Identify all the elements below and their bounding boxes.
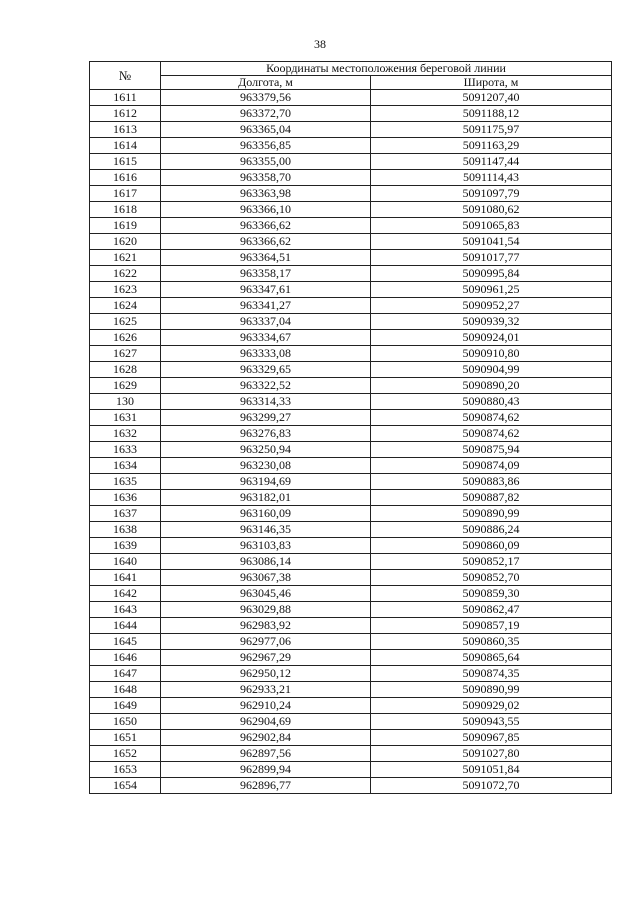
longitude-cell: 963333,08 [161, 346, 371, 362]
point-number-cell: 1640 [90, 554, 161, 570]
longitude-cell: 963086,14 [161, 554, 371, 570]
latitude-cell: 5090995,84 [371, 266, 612, 282]
table-row [90, 346, 612, 362]
point-number-cell: 1642 [90, 586, 161, 602]
table-row [90, 714, 612, 730]
longitude-cell: 963358,17 [161, 266, 371, 282]
latitude-cell: 5090890,99 [371, 506, 612, 522]
table-body [90, 90, 612, 794]
latitude-cell: 5090860,35 [371, 634, 612, 650]
longitude-cell: 963347,61 [161, 282, 371, 298]
table-row [90, 458, 612, 474]
table-row [90, 746, 612, 762]
point-number-cell: 1643 [90, 602, 161, 618]
latitude-cell: 5090874,35 [371, 666, 612, 682]
latitude-cell: 5090862,47 [371, 602, 612, 618]
point-number-cell: 1651 [90, 730, 161, 746]
longitude-cell: 963160,09 [161, 506, 371, 522]
point-number-cell: 1647 [90, 666, 161, 682]
longitude-cell: 963299,27 [161, 410, 371, 426]
table-row [90, 250, 612, 266]
table-row [90, 106, 612, 122]
table-row [90, 186, 612, 202]
point-number-cell: 1635 [90, 474, 161, 490]
point-number-cell: 1652 [90, 746, 161, 762]
latitude-cell: 5090929,02 [371, 698, 612, 714]
latitude-cell: 5090875,94 [371, 442, 612, 458]
longitude-cell: 963337,04 [161, 314, 371, 330]
point-number-cell: 1624 [90, 298, 161, 314]
point-number-cell: 1618 [90, 202, 161, 218]
latitude-cell: 5090952,27 [371, 298, 612, 314]
longitude-cell: 963379,56 [161, 90, 371, 106]
coordinates-group-header: Координаты местоположения береговой линии [161, 62, 612, 76]
table-row [90, 650, 612, 666]
point-number-cell: 1614 [90, 138, 161, 154]
point-number-cell: 1623 [90, 282, 161, 298]
latitude-cell: 5090890,99 [371, 682, 612, 698]
point-number-cell: 1613 [90, 122, 161, 138]
point-number-cell: 1626 [90, 330, 161, 346]
point-number-cell: 1641 [90, 570, 161, 586]
longitude-cell: 962910,24 [161, 698, 371, 714]
table-row [90, 218, 612, 234]
point-number-cell: 1634 [90, 458, 161, 474]
point-number-cell: 1615 [90, 154, 161, 170]
longitude-cell: 963230,08 [161, 458, 371, 474]
latitude-cell: 5090943,55 [371, 714, 612, 730]
latitude-column-header: Широта, м [371, 76, 612, 90]
latitude-cell: 5091017,77 [371, 250, 612, 266]
latitude-cell: 5090886,24 [371, 522, 612, 538]
table-row [90, 314, 612, 330]
table-row [90, 698, 612, 714]
longitude-cell: 963364,51 [161, 250, 371, 266]
table-row [90, 618, 612, 634]
table-row [90, 506, 612, 522]
point-number-cell: 1646 [90, 650, 161, 666]
table-header [90, 62, 612, 90]
page-number: 38 [314, 37, 326, 51]
latitude-cell: 5091051,84 [371, 762, 612, 778]
table-row [90, 266, 612, 282]
table-row [90, 778, 612, 794]
point-number-cell: 1648 [90, 682, 161, 698]
longitude-cell: 963363,98 [161, 186, 371, 202]
longitude-cell: 962899,94 [161, 762, 371, 778]
point-number-cell: 1612 [90, 106, 161, 122]
latitude-cell: 5090865,64 [371, 650, 612, 666]
table-row [90, 730, 612, 746]
point-number-cell: 1627 [90, 346, 161, 362]
table-row [90, 602, 612, 618]
point-number-cell: 1611 [90, 90, 161, 106]
longitude-cell: 963329,65 [161, 362, 371, 378]
table-row [90, 378, 612, 394]
latitude-cell: 5090852,17 [371, 554, 612, 570]
latitude-cell: 5091072,70 [371, 778, 612, 794]
table-row [90, 122, 612, 138]
longitude-cell: 963356,85 [161, 138, 371, 154]
latitude-cell: 5090874,62 [371, 426, 612, 442]
point-number-cell: 1649 [90, 698, 161, 714]
table-row [90, 282, 612, 298]
point-number-cell: 1628 [90, 362, 161, 378]
longitude-cell: 962902,84 [161, 730, 371, 746]
longitude-cell: 962897,56 [161, 746, 371, 762]
table-row [90, 554, 612, 570]
point-number-cell: 1637 [90, 506, 161, 522]
latitude-cell: 5090904,99 [371, 362, 612, 378]
latitude-cell: 5090887,82 [371, 490, 612, 506]
latitude-cell: 5090859,30 [371, 586, 612, 602]
table-row [90, 586, 612, 602]
latitude-cell: 5091188,12 [371, 106, 612, 122]
table-row [90, 234, 612, 250]
point-number-cell: 1619 [90, 218, 161, 234]
longitude-cell: 963146,35 [161, 522, 371, 538]
latitude-cell: 5091027,80 [371, 746, 612, 762]
longitude-cell: 963372,70 [161, 106, 371, 122]
longitude-cell: 962950,12 [161, 666, 371, 682]
point-number-cell: 1654 [90, 778, 161, 794]
latitude-cell: 5090883,86 [371, 474, 612, 490]
table-row [90, 426, 612, 442]
latitude-cell: 5091175,97 [371, 122, 612, 138]
longitude-cell: 963194,69 [161, 474, 371, 490]
longitude-cell: 963029,88 [161, 602, 371, 618]
latitude-cell: 5090874,09 [371, 458, 612, 474]
point-number-cell: 1629 [90, 378, 161, 394]
table-row [90, 570, 612, 586]
table-row [90, 330, 612, 346]
latitude-cell: 5091097,79 [371, 186, 612, 202]
longitude-cell: 962983,92 [161, 618, 371, 634]
point-number-cell: 1622 [90, 266, 161, 282]
table-row [90, 362, 612, 378]
point-number-cell: 1650 [90, 714, 161, 730]
table-row [90, 410, 612, 426]
longitude-cell: 963276,83 [161, 426, 371, 442]
point-number-cell: 1636 [90, 490, 161, 506]
longitude-cell: 963334,67 [161, 330, 371, 346]
point-number-cell: 130 [90, 394, 161, 410]
table-row [90, 90, 612, 106]
latitude-cell: 5090860,09 [371, 538, 612, 554]
longitude-cell: 963314,33 [161, 394, 371, 410]
point-number-cell: 1653 [90, 762, 161, 778]
longitude-cell: 963322,52 [161, 378, 371, 394]
longitude-cell: 962904,69 [161, 714, 371, 730]
latitude-cell: 5090924,01 [371, 330, 612, 346]
point-number-cell: 1632 [90, 426, 161, 442]
longitude-cell: 963355,00 [161, 154, 371, 170]
table-row [90, 762, 612, 778]
point-number-cell: 1621 [90, 250, 161, 266]
longitude-cell: 963250,94 [161, 442, 371, 458]
latitude-cell: 5090961,25 [371, 282, 612, 298]
table-row [90, 298, 612, 314]
table-row [90, 666, 612, 682]
table-row [90, 202, 612, 218]
latitude-cell: 5091080,62 [371, 202, 612, 218]
longitude-cell: 963365,04 [161, 122, 371, 138]
longitude-cell: 962967,29 [161, 650, 371, 666]
longitude-cell: 962896,77 [161, 778, 371, 794]
longitude-cell: 963182,01 [161, 490, 371, 506]
latitude-cell: 5091207,40 [371, 90, 612, 106]
longitude-cell: 963366,62 [161, 218, 371, 234]
point-number-cell: 1644 [90, 618, 161, 634]
point-number-cell: 1625 [90, 314, 161, 330]
point-number-cell: 1639 [90, 538, 161, 554]
longitude-cell: 963358,70 [161, 170, 371, 186]
point-number-cell: 1620 [90, 234, 161, 250]
latitude-cell: 5090939,32 [371, 314, 612, 330]
latitude-cell: 5090890,20 [371, 378, 612, 394]
latitude-cell: 5090857,19 [371, 618, 612, 634]
table-row [90, 682, 612, 698]
table-row [90, 170, 612, 186]
table-row [90, 474, 612, 490]
longitude-cell: 962977,06 [161, 634, 371, 650]
table-row [90, 490, 612, 506]
latitude-cell: 5090852,70 [371, 570, 612, 586]
latitude-cell: 5091163,29 [371, 138, 612, 154]
latitude-cell: 5091065,83 [371, 218, 612, 234]
longitude-cell: 963341,27 [161, 298, 371, 314]
latitude-cell: 5090874,62 [371, 410, 612, 426]
table-row [90, 538, 612, 554]
longitude-cell: 962933,21 [161, 682, 371, 698]
point-number-cell: 1633 [90, 442, 161, 458]
longitude-column-header: Долгота, м [161, 76, 371, 90]
point-number-cell: 1631 [90, 410, 161, 426]
table-row [90, 442, 612, 458]
latitude-cell: 5091041,54 [371, 234, 612, 250]
latitude-cell: 5091147,44 [371, 154, 612, 170]
longitude-cell: 963045,46 [161, 586, 371, 602]
point-number-cell: 1616 [90, 170, 161, 186]
latitude-cell: 5090910,80 [371, 346, 612, 362]
longitude-cell: 963103,83 [161, 538, 371, 554]
coordinates-table [89, 61, 612, 794]
longitude-cell: 963067,38 [161, 570, 371, 586]
table-row [90, 138, 612, 154]
latitude-cell: 5091114,43 [371, 170, 612, 186]
longitude-cell: 963366,10 [161, 202, 371, 218]
number-column-header: № [90, 62, 161, 90]
latitude-cell: 5090967,85 [371, 730, 612, 746]
latitude-cell: 5090880,43 [371, 394, 612, 410]
table-row [90, 394, 612, 410]
point-number-cell: 1638 [90, 522, 161, 538]
table-row [90, 522, 612, 538]
longitude-cell: 963366,62 [161, 234, 371, 250]
point-number-cell: 1645 [90, 634, 161, 650]
table-row [90, 634, 612, 650]
table-row [90, 154, 612, 170]
point-number-cell: 1617 [90, 186, 161, 202]
